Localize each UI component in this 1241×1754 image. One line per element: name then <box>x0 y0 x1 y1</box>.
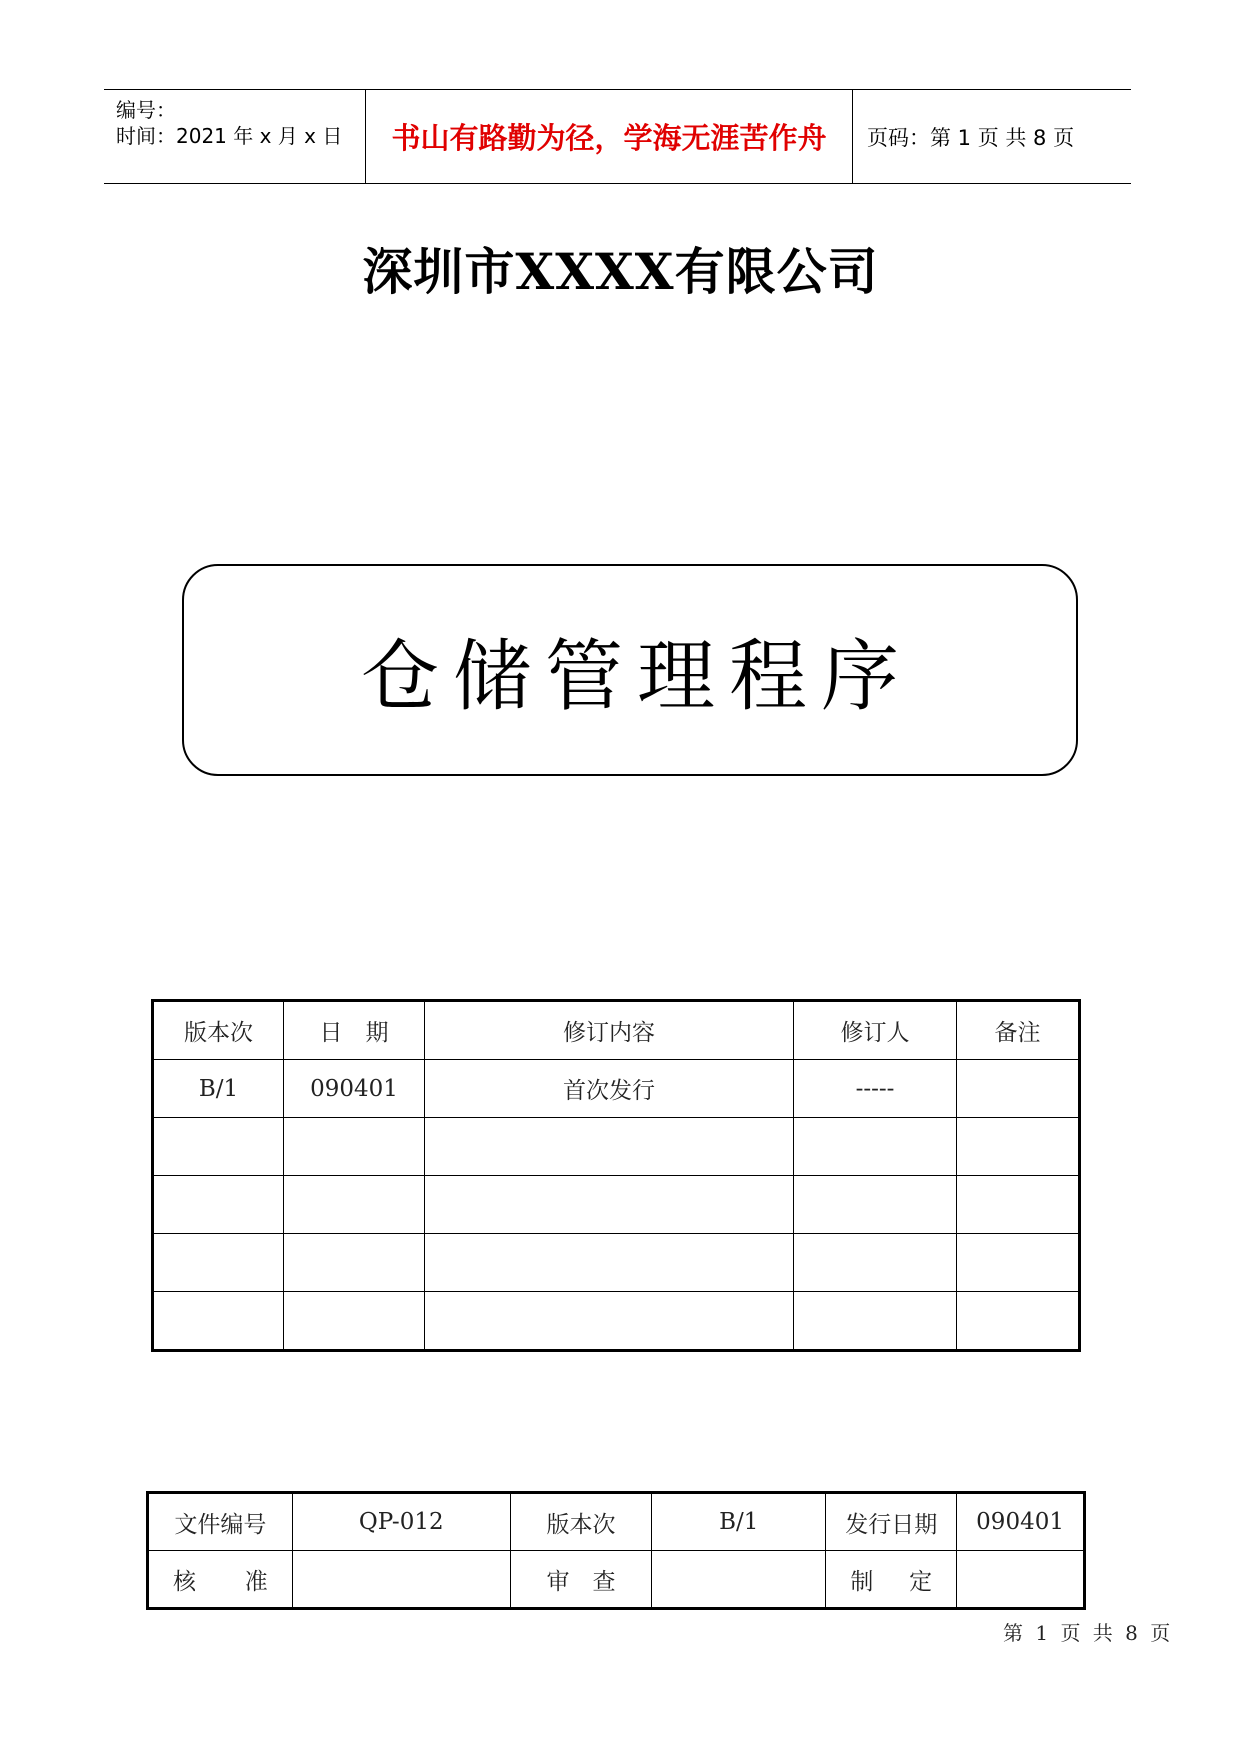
revision-table <box>151 999 1081 1352</box>
header-slogan: 书山有路勤为径，学海无涯苦作舟 <box>366 90 853 183</box>
number-label: 编号： <box>116 98 176 122</box>
cell-date <box>284 1176 425 1234</box>
prepare-label-char: 定 <box>909 1568 933 1595</box>
header-reviser: 修订人 <box>794 1001 957 1060</box>
issue-date-value: 090401 <box>957 1493 1085 1551</box>
cell-version <box>153 1118 284 1176</box>
header-meta <box>104 90 366 183</box>
header-remark: 备注 <box>957 1001 1080 1060</box>
version-value: B/1 <box>652 1493 826 1551</box>
cell-content <box>425 1118 794 1176</box>
version-label: 版本次 <box>510 1493 651 1551</box>
cell-version <box>153 1234 284 1292</box>
cell-remark <box>957 1176 1080 1234</box>
cell-content: 首次发行 <box>425 1060 794 1118</box>
approve-label <box>148 1551 293 1609</box>
cell-date <box>284 1292 425 1351</box>
cell-version <box>153 1176 284 1234</box>
cell-remark <box>957 1060 1080 1118</box>
document-info-table <box>146 1491 1086 1610</box>
time-label: 时间：2021 年 x 月 x 日 <box>116 124 343 148</box>
header-page-info: 页码：第 1 页 共 8 页 <box>867 125 1075 150</box>
review-label: 审 查 <box>510 1551 651 1609</box>
cell-date <box>284 1234 425 1292</box>
page-footer: 第 1 页 共 8 页 <box>1003 1621 1171 1645</box>
document-title: 仓储管理程序 <box>360 632 913 722</box>
page-header <box>104 89 1131 184</box>
header-date: 日 期 <box>284 1001 425 1060</box>
cell-remark <box>957 1234 1080 1292</box>
review-value <box>652 1551 826 1609</box>
cell-version <box>153 1292 284 1351</box>
revision-header-row <box>153 1001 1080 1060</box>
cell-version: B/1 <box>153 1060 284 1118</box>
prepare-label-char: 制 <box>850 1568 874 1595</box>
cell-reviser <box>794 1234 957 1292</box>
cell-date: 090401 <box>284 1060 425 1118</box>
cell-reviser <box>794 1176 957 1234</box>
prepare-label <box>826 1551 957 1609</box>
company-name: 深圳市XXXX有限公司 <box>362 242 879 301</box>
header-content: 修订内容 <box>425 1001 794 1060</box>
header-version: 版本次 <box>153 1001 284 1060</box>
table-row <box>153 1234 1080 1292</box>
doc-number-label: 文件编号 <box>148 1493 293 1551</box>
info-row <box>148 1493 1085 1551</box>
table-row <box>153 1176 1080 1234</box>
title-box <box>182 564 1078 776</box>
cell-content <box>425 1292 794 1351</box>
cell-content <box>425 1234 794 1292</box>
approve-label-char: 准 <box>244 1568 268 1595</box>
table-row <box>153 1060 1080 1118</box>
cell-reviser <box>794 1292 957 1351</box>
issue-date-label: 发行日期 <box>826 1493 957 1551</box>
table-row <box>153 1118 1080 1176</box>
cell-reviser <box>794 1118 957 1176</box>
cell-remark <box>957 1118 1080 1176</box>
approve-label-char: 核 <box>173 1568 196 1595</box>
doc-number-value: QP-012 <box>292 1493 510 1551</box>
cell-remark <box>957 1292 1080 1351</box>
cell-date <box>284 1118 425 1176</box>
approve-value <box>292 1551 510 1609</box>
cell-content <box>425 1176 794 1234</box>
table-row <box>153 1292 1080 1351</box>
cell-reviser: ----- <box>794 1060 957 1118</box>
prepare-value <box>957 1551 1085 1609</box>
info-row <box>148 1551 1085 1609</box>
